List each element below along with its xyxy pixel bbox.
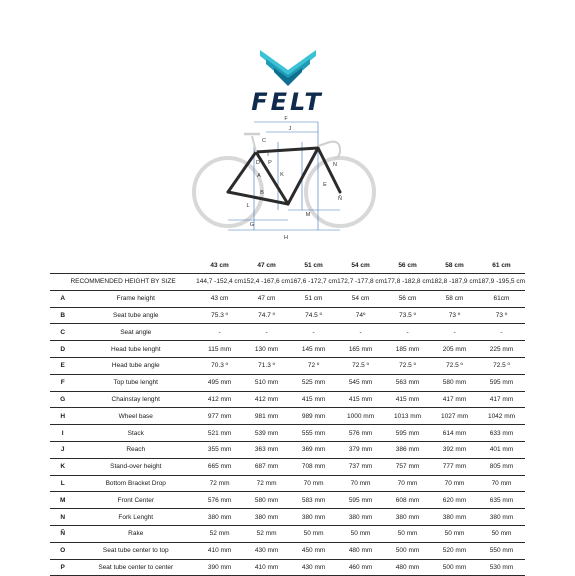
table-cell: 72 mm xyxy=(196,475,243,492)
table-cell: 71.3 º xyxy=(243,357,290,374)
recommended-height-value: 182,8 -187,9 cm xyxy=(431,274,478,291)
table-cell: 495 mm xyxy=(196,374,243,391)
table-cell: 580 mm xyxy=(243,492,290,509)
size-header-row xyxy=(50,258,525,274)
table-cell: 74º xyxy=(337,307,384,324)
table-cell: 1027 mm xyxy=(431,408,478,425)
table-cell: 61cm xyxy=(478,290,525,307)
row-label: Head tube angle xyxy=(75,357,196,374)
table-cell: 415 mm xyxy=(337,391,384,408)
table-cell: 1042 mm xyxy=(478,408,525,425)
table-cell: 130 mm xyxy=(243,341,290,358)
table-cell: - xyxy=(196,324,243,341)
dim-label: I xyxy=(267,152,269,158)
table-cell: 563 mm xyxy=(384,374,431,391)
recommended-height-row xyxy=(50,274,525,291)
table-cell: 415 mm xyxy=(290,391,337,408)
table-cell: 72.5 º xyxy=(337,357,384,374)
table-cell: 225 mm xyxy=(478,341,525,358)
table-cell: 525 mm xyxy=(290,374,337,391)
bike-geometry-diagram xyxy=(190,112,390,247)
row-key: F xyxy=(50,374,75,391)
table-row xyxy=(50,324,525,341)
table-row xyxy=(50,408,525,425)
table-cell: 72 mm xyxy=(243,475,290,492)
row-key: M xyxy=(50,492,75,509)
table-cell: 50 mm xyxy=(384,525,431,542)
row-key: J xyxy=(50,441,75,458)
table-cell: 380 mm xyxy=(196,509,243,526)
recommended-height-value: 167,6 -172,7 cm xyxy=(290,274,337,291)
dim-label: A xyxy=(257,173,261,179)
table-cell: 165 mm xyxy=(337,341,384,358)
table-row xyxy=(50,492,525,509)
row-label: Seat tube center to center xyxy=(75,559,196,576)
table-cell: 520 mm xyxy=(431,542,478,559)
table-cell: 480 mm xyxy=(384,559,431,576)
table-cell: 521 mm xyxy=(196,425,243,442)
table-cell: 70 mm xyxy=(290,475,337,492)
table-cell: 430 mm xyxy=(243,542,290,559)
table-cell: 412 mm xyxy=(243,391,290,408)
table-cell: 415 mm xyxy=(384,391,431,408)
table-cell: 576 mm xyxy=(196,492,243,509)
table-cell: 74.5 º xyxy=(290,307,337,324)
table-cell: 50 mm xyxy=(290,525,337,542)
table-cell: 380 mm xyxy=(384,509,431,526)
row-key: I xyxy=(50,425,75,442)
table-cell: 390 mm xyxy=(196,559,243,576)
table-cell: 73.5 º xyxy=(384,307,431,324)
table-row xyxy=(50,525,525,542)
table-cell: 145 mm xyxy=(290,341,337,358)
recommended-height-value: 144,7 -152,4 cm xyxy=(196,274,243,291)
table-cell: - xyxy=(243,324,290,341)
row-key: E xyxy=(50,357,75,374)
row-label: Stand-over height xyxy=(75,458,196,475)
table-cell: 43 cm xyxy=(196,290,243,307)
table-cell: 500 mm xyxy=(431,559,478,576)
size-header: 58 cm xyxy=(431,258,478,274)
row-label: Seat tube center to top xyxy=(75,542,196,559)
table-cell: 530 mm xyxy=(478,559,525,576)
table-cell: 73 º xyxy=(431,307,478,324)
dim-label: M xyxy=(305,212,311,218)
row-label: Bottom Bracket Drop xyxy=(75,475,196,492)
table-cell: 70 mm xyxy=(384,475,431,492)
dim-label: E xyxy=(323,182,327,188)
table-cell: - xyxy=(478,324,525,341)
size-header: 51 cm xyxy=(290,258,337,274)
table-cell: 595 mm xyxy=(478,374,525,391)
table-cell: 52 mm xyxy=(196,525,243,542)
row-label: Fork Lenght xyxy=(75,509,196,526)
table-cell: 583 mm xyxy=(290,492,337,509)
table-cell: 777 mm xyxy=(431,458,478,475)
table-cell: 633 mm xyxy=(478,425,525,442)
recommended-height-value: 177,8 -182,8 cm xyxy=(384,274,431,291)
table-cell: 56 cm xyxy=(384,290,431,307)
table-cell: 205 mm xyxy=(431,341,478,358)
dim-label: J xyxy=(288,126,292,132)
recommended-height-value: 172,7 -177,8 cm xyxy=(337,274,384,291)
table-cell: 70.3 º xyxy=(196,357,243,374)
table-cell: - xyxy=(431,324,478,341)
table-cell: 977 mm xyxy=(196,408,243,425)
table-row xyxy=(50,290,525,307)
table-cell: 981 mm xyxy=(243,408,290,425)
table-cell: - xyxy=(337,324,384,341)
table-cell: - xyxy=(290,324,337,341)
table-cell: 510 mm xyxy=(243,374,290,391)
table-cell: 460 mm xyxy=(337,559,384,576)
table-cell: 417 mm xyxy=(478,391,525,408)
table-cell: 737 mm xyxy=(337,458,384,475)
table-cell: 74.7 º xyxy=(243,307,290,324)
table-cell: 380 mm xyxy=(478,509,525,526)
table-cell: 595 mm xyxy=(337,492,384,509)
felt-chevron-emblem xyxy=(260,50,316,86)
row-key: H xyxy=(50,408,75,425)
dim-label: K xyxy=(280,172,284,178)
table-cell: 430 mm xyxy=(290,559,337,576)
row-label: Frame height xyxy=(75,290,196,307)
table-cell: 412 mm xyxy=(196,391,243,408)
table-cell: 115 mm xyxy=(196,341,243,358)
table-row xyxy=(50,542,525,559)
row-key: P xyxy=(50,559,75,576)
table-row xyxy=(50,341,525,358)
row-label: Rake xyxy=(75,525,196,542)
dim-label: B xyxy=(260,190,264,196)
row-label: Chainstay lenght xyxy=(75,391,196,408)
table-cell: 708 mm xyxy=(290,458,337,475)
table-cell: 620 mm xyxy=(431,492,478,509)
row-label: Head tube lenght xyxy=(75,341,196,358)
row-label: Reach xyxy=(75,441,196,458)
row-key: L xyxy=(50,475,75,492)
table-cell: 555 mm xyxy=(290,425,337,442)
row-key: Ñ xyxy=(50,525,75,542)
row-key: C xyxy=(50,324,75,341)
dim-label: Ñ xyxy=(338,196,342,202)
table-cell: 1013 mm xyxy=(384,408,431,425)
row-key: O xyxy=(50,542,75,559)
row-label: Top tube lenght xyxy=(75,374,196,391)
size-header: 61 cm xyxy=(478,258,525,274)
table-cell: 363 mm xyxy=(243,441,290,458)
table-cell: 380 mm xyxy=(290,509,337,526)
row-label: Stack xyxy=(75,425,196,442)
row-key: K xyxy=(50,458,75,475)
table-row xyxy=(50,374,525,391)
table-cell: 58 cm xyxy=(431,290,478,307)
table-row xyxy=(50,357,525,374)
table-cell: 72.5 º xyxy=(478,357,525,374)
table-cell: 70 mm xyxy=(478,475,525,492)
dim-label: C xyxy=(262,138,266,144)
table-cell: - xyxy=(384,324,431,341)
table-cell: 665 mm xyxy=(196,458,243,475)
table-cell: 50 mm xyxy=(478,525,525,542)
row-label: Front Center xyxy=(75,492,196,509)
table-cell: 480 mm xyxy=(337,542,384,559)
table-cell: 576 mm xyxy=(337,425,384,442)
table-cell: 401 mm xyxy=(478,441,525,458)
table-cell: 52 mm xyxy=(243,525,290,542)
row-label: Seat tube angle xyxy=(75,307,196,324)
table-cell: 380 mm xyxy=(337,509,384,526)
table-cell: 805 mm xyxy=(478,458,525,475)
recommended-height-value: 152,4 -167,6 cm xyxy=(243,274,290,291)
size-header: 43 cm xyxy=(196,258,243,274)
recommended-height-label: RECOMMENDED HEIGHT BY SIZE xyxy=(50,274,196,291)
table-cell: 539 mm xyxy=(243,425,290,442)
table-cell: 410 mm xyxy=(243,559,290,576)
table-cell: 50 mm xyxy=(337,525,384,542)
table-cell: 410 mm xyxy=(196,542,243,559)
recommended-height-value: 187,9 -195,5 cm xyxy=(478,274,525,291)
dim-label: N xyxy=(333,162,337,168)
dim-label: P xyxy=(268,160,272,166)
table-cell: 1000 mm xyxy=(337,408,384,425)
row-key: D xyxy=(50,341,75,358)
table-cell: 545 mm xyxy=(337,374,384,391)
table-cell: 386 mm xyxy=(384,441,431,458)
table-cell: 757 mm xyxy=(384,458,431,475)
table-cell: 380 mm xyxy=(431,509,478,526)
row-key: A xyxy=(50,290,75,307)
dim-label: D xyxy=(256,160,260,166)
size-header: 54 cm xyxy=(337,258,384,274)
table-cell: 185 mm xyxy=(384,341,431,358)
table-cell: 54 cm xyxy=(337,290,384,307)
row-key: N xyxy=(50,509,75,526)
table-row xyxy=(50,391,525,408)
size-header: 56 cm xyxy=(384,258,431,274)
table-cell: 687 mm xyxy=(243,458,290,475)
table-cell: 635 mm xyxy=(478,492,525,509)
dim-label: G xyxy=(249,222,255,228)
dim-label: L xyxy=(246,203,250,209)
table-cell: 73 º xyxy=(478,307,525,324)
geometry-table xyxy=(50,258,525,576)
table-cell: 75.3 º xyxy=(196,307,243,324)
table-cell: 355 mm xyxy=(196,441,243,458)
table-row xyxy=(50,307,525,324)
table-cell: 72 º xyxy=(290,357,337,374)
table-cell: 500 mm xyxy=(384,542,431,559)
table-cell: 417 mm xyxy=(431,391,478,408)
table-cell: 50 mm xyxy=(431,525,478,542)
table-row xyxy=(50,475,525,492)
felt-logo xyxy=(0,50,575,86)
row-key: G xyxy=(50,391,75,408)
table-cell: 70 mm xyxy=(337,475,384,492)
table-cell: 369 mm xyxy=(290,441,337,458)
row-label: Seat angle xyxy=(75,324,196,341)
table-cell: 392 mm xyxy=(431,441,478,458)
table-cell: 72.5 º xyxy=(431,357,478,374)
table-row xyxy=(50,559,525,576)
table-cell: 47 cm xyxy=(243,290,290,307)
table-cell: 380 mm xyxy=(243,509,290,526)
row-label: Wheel base xyxy=(75,408,196,425)
table-cell: 989 mm xyxy=(290,408,337,425)
table-cell: 379 mm xyxy=(337,441,384,458)
table-cell: 550 mm xyxy=(478,542,525,559)
table-cell: 595 mm xyxy=(384,425,431,442)
table-cell: 72.5 º xyxy=(384,357,431,374)
brand-wordmark: FELT xyxy=(251,88,324,116)
table-row xyxy=(50,509,525,526)
table-cell: 580 mm xyxy=(431,374,478,391)
table-row xyxy=(50,458,525,475)
row-key: B xyxy=(50,307,75,324)
table-cell: 614 mm xyxy=(431,425,478,442)
table-row xyxy=(50,441,525,458)
size-header: 47 cm xyxy=(243,258,290,274)
dim-label: H xyxy=(284,235,288,241)
table-cell: 608 mm xyxy=(384,492,431,509)
dim-label: F xyxy=(284,116,288,122)
table-cell: 51 cm xyxy=(290,290,337,307)
table-row xyxy=(50,425,525,442)
table-cell: 70 mm xyxy=(431,475,478,492)
table-cell: 450 mm xyxy=(290,542,337,559)
